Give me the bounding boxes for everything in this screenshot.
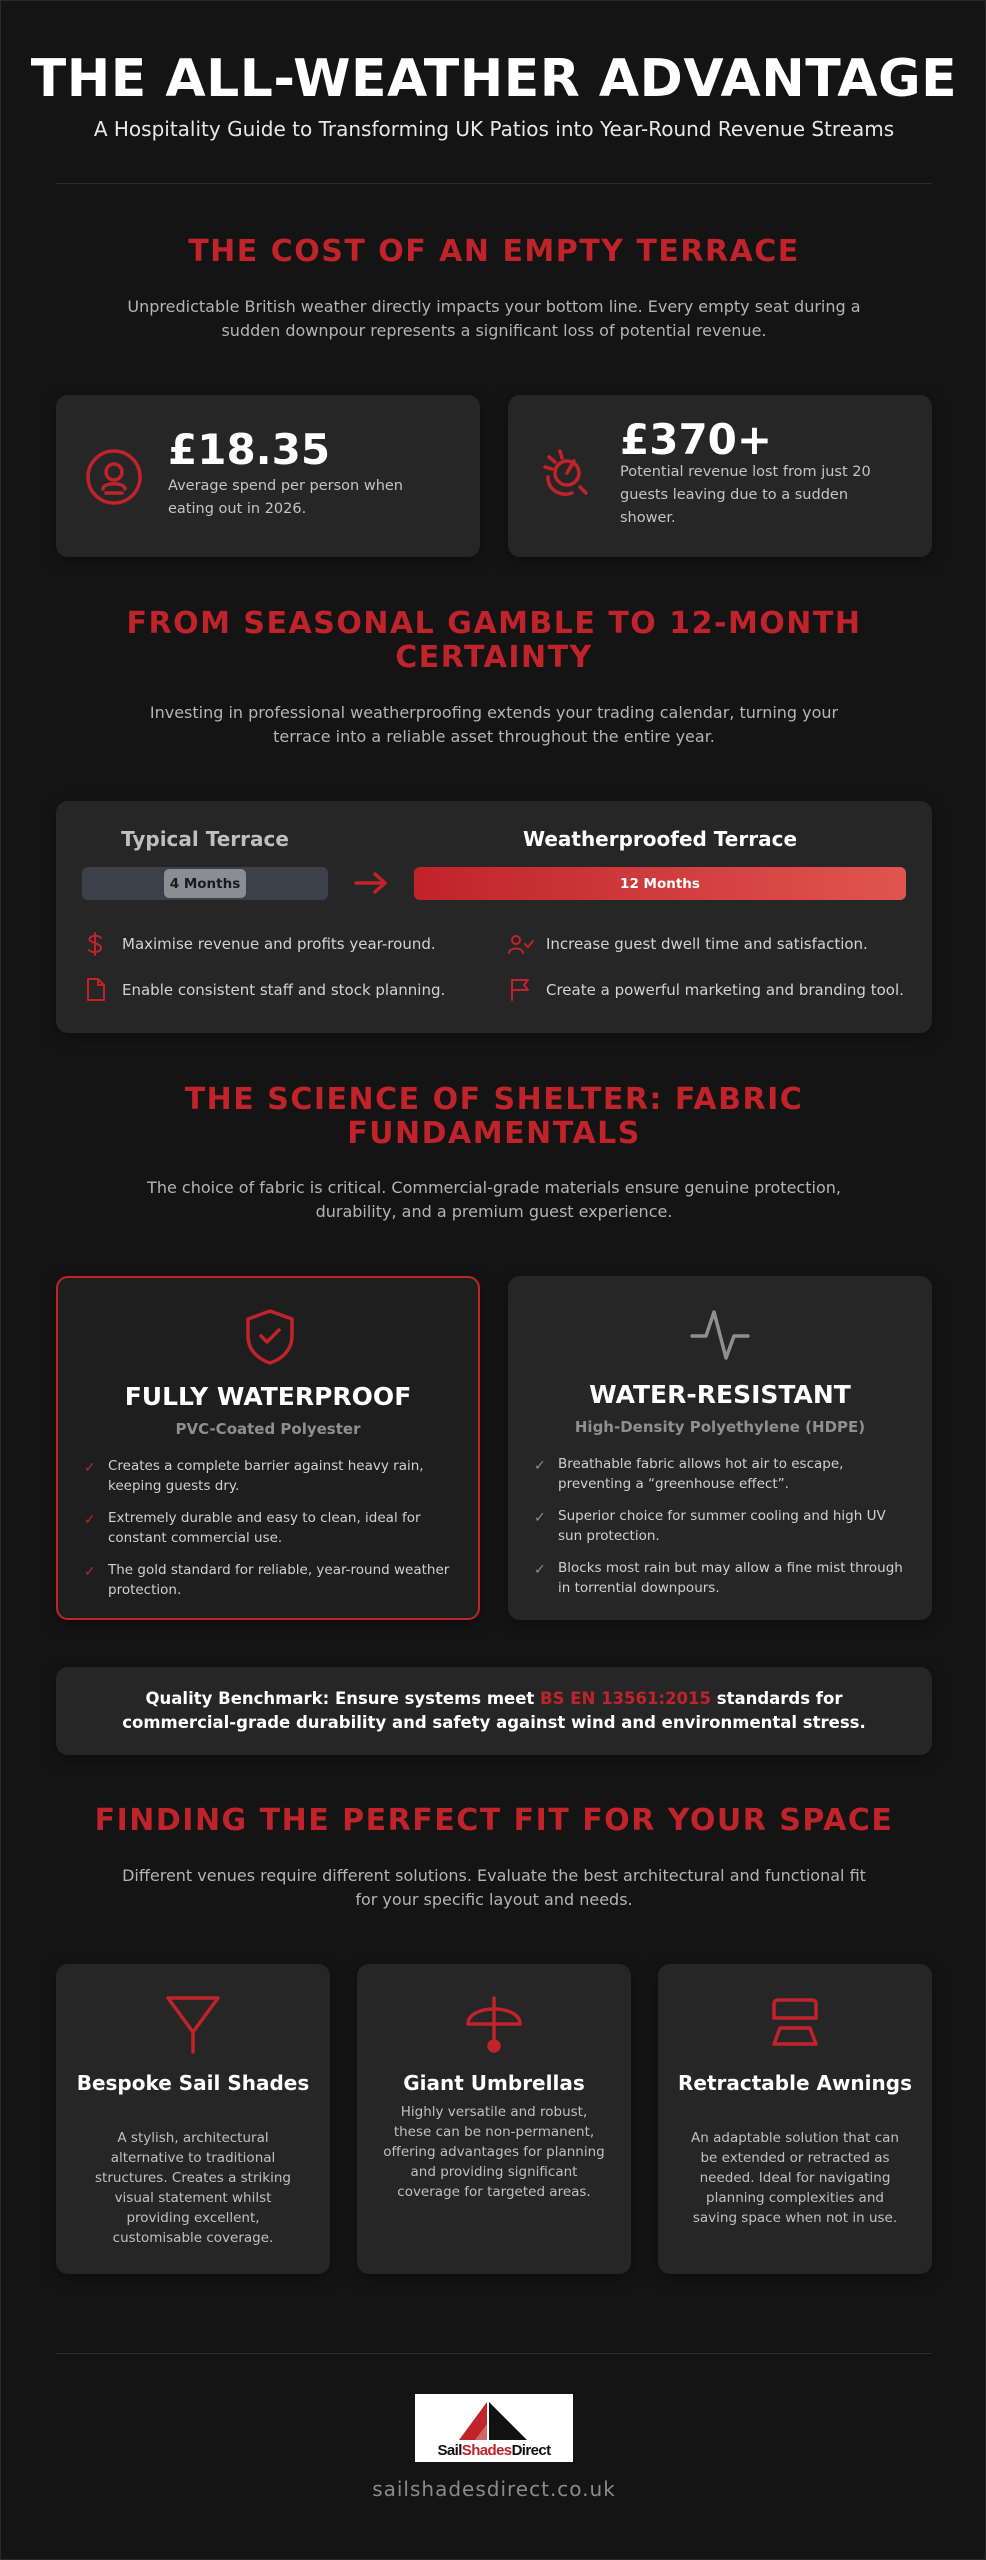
fit-section-title: FINDING THE PERFECT FIT FOR YOUR SPACE (94, 1803, 894, 1838)
document-icon (87, 978, 105, 1001)
benchmark-prefix: Quality Benchmark: Ensure systems meet (145, 1689, 541, 1708)
waterproof-card (56, 1276, 480, 1620)
check-icon: ✓ (534, 1562, 546, 1578)
waterproof-points (84, 1456, 454, 1612)
weatherproof-bar-label: 12 Months (620, 875, 700, 892)
stat-label-lost-revenue: Potential revenue lost from just 20 guests leaving due to a sudden shower. (620, 464, 871, 526)
awning-icon (768, 1996, 822, 2050)
website-url[interactable]: sailshadesdirect.co.uk (372, 2477, 616, 2501)
water-resistant-title: WATER-RESISTANT (589, 1380, 851, 1409)
weatherproof-bar-track (414, 867, 906, 900)
footer-divider (56, 2353, 932, 2354)
pulse-icon (690, 1306, 750, 1364)
typical-bar-fill (164, 869, 246, 898)
stat-value-spend: £18.35 (168, 425, 331, 474)
diner-icon (84, 447, 144, 507)
benefit-planning: Enable consistent staff and stock planning. (122, 981, 446, 999)
typical-terrace-label: Typical Terrace (121, 827, 289, 851)
stat-label-spend: Average spend per person when eating out in 2026. (168, 478, 404, 517)
sail-shade-icon (164, 1994, 222, 2054)
divider (56, 183, 932, 184)
check-icon: ✓ (84, 1564, 96, 1580)
quality-benchmark-banner (56, 1667, 932, 1755)
benefit-marketing: Create a powerful marketing and branding tool. (546, 981, 904, 999)
water-resistant-card (508, 1276, 932, 1620)
option-card-awnings (658, 1964, 932, 2274)
benefit-dwell-time: Increase guest dwell time and satisfaction. (546, 935, 868, 953)
stat-card-lost-revenue (508, 395, 932, 557)
cost-section-title: THE COST OF AN EMPTY TERRACE (188, 234, 800, 269)
list-item: ✓ Superior choice for summer cooling and high UV sun protection. (534, 1508, 886, 1544)
waterproof-title: FULLY WATERPROOF (124, 1382, 412, 1411)
option-desc-umbrellas: Highly versatile and robust, these can be non-permanent, offering advantages for planning and providing significant coverage for targeted areas. (383, 2104, 605, 2200)
page-title: THE ALL-WEATHER ADVANTAGE (30, 49, 958, 109)
typical-bar-track (82, 867, 328, 900)
company-logo (415, 2394, 573, 2462)
check-icon: ✓ (534, 1510, 546, 1526)
list-item: ✓ Creates a complete barrier against heavy rain, keeping guests dry. (84, 1458, 424, 1494)
fabric-section-description: The choice of fabric is critical. Commercial-grade materials ensure genuine protection, durability, and a premium guest experience. (147, 1178, 841, 1221)
list-item: ✓ Extremely durable and easy to clean, ideal for constant commercial use. (84, 1510, 421, 1546)
shield-check-icon (244, 1308, 296, 1366)
water-resistant-subtitle: High-Density Polyethylene (HDPE) (574, 1418, 866, 1436)
list-item: ✓ Breathable fabric allows hot air to escape, preventing a “greenhouse effect”. (534, 1456, 844, 1492)
flag-icon (510, 978, 530, 1001)
cost-section-description: Unpredictable British weather directly impacts your bottom line. Every empty seat during a sudden downpour represents a significant loss of potential revenue. (127, 297, 861, 340)
typical-bar-label: 4 Months (169, 875, 241, 892)
fabric-section-title: THE SCIENCE OF SHELTER: FABRIC FUNDAMENTALS (184, 1082, 804, 1151)
comparison-card (56, 801, 932, 1033)
water-resistant-points (534, 1454, 904, 1610)
quality-benchmark-text (56, 1687, 932, 1735)
option-card-umbrellas (357, 1964, 631, 2274)
option-title-awnings: Retractable Awnings (677, 2071, 912, 2095)
season-section-description: Investing in professional weatherproofing extends your trading calendar, turning your terrace into a reliable asset throughout the entire year. (149, 703, 839, 746)
option-title-umbrellas: Giant Umbrellas (403, 2071, 585, 2095)
logo-wordmark: SailShadesDirect (437, 2442, 551, 2459)
option-desc-sail-shades: A stylish, architectural alternative to traditional structures. Creates a striking visual statement whilst providing excellent, customisable coverage. (95, 2130, 291, 2246)
user-check-icon (508, 934, 534, 954)
waterproof-subtitle: PVC-Coated Polyester (175, 1420, 361, 1438)
check-icon: ✓ (84, 1512, 96, 1528)
umbrella-icon (464, 1994, 524, 2054)
season-section-title: FROM SEASONAL GAMBLE TO 12-MONTH CERTAINTY (126, 606, 862, 675)
option-title-sail-shades: Bespoke Sail Shades (76, 2071, 310, 2095)
benchmark-standard: BS EN 13561:2015 (540, 1689, 712, 1708)
list-item: ✓ The gold standard for reliable, year-round weather protection. (84, 1562, 450, 1598)
check-icon: ✓ (84, 1460, 96, 1476)
page-subtitle: A Hospitality Guide to Transforming UK Patios into Year-Round Revenue Streams (93, 117, 895, 141)
fit-section-description: Different venues require different solutions. Evaluate the best architectural and functional fit for your specific layout and needs. (122, 1866, 866, 1909)
stat-value-lost-revenue: £370+ (620, 415, 773, 464)
option-card-sail-shades (56, 1964, 330, 2274)
weatherproof-bar-fill (414, 867, 906, 900)
dollar-icon (86, 932, 104, 956)
weatherproof-terrace-label: Weatherproofed Terrace (522, 827, 798, 851)
option-desc-awnings: An adaptable solution that can be extended or retracted as needed. Ideal for navigating planning complexities and saving space when not in use. (691, 2130, 899, 2226)
list-item: ✓ Blocks most rain but may allow a fine mist through in torrential downpours. (534, 1560, 903, 1596)
benchmark-suffix: standards for commercial-grade durability and safety against wind and environmental stress. (122, 1689, 866, 1732)
arrow-right-icon (353, 871, 389, 895)
check-icon: ✓ (534, 1458, 546, 1474)
benefit-revenue: Maximise revenue and profits year-round. (122, 935, 436, 953)
stat-card-spend (56, 395, 480, 557)
revenue-loss-icon (538, 447, 596, 505)
